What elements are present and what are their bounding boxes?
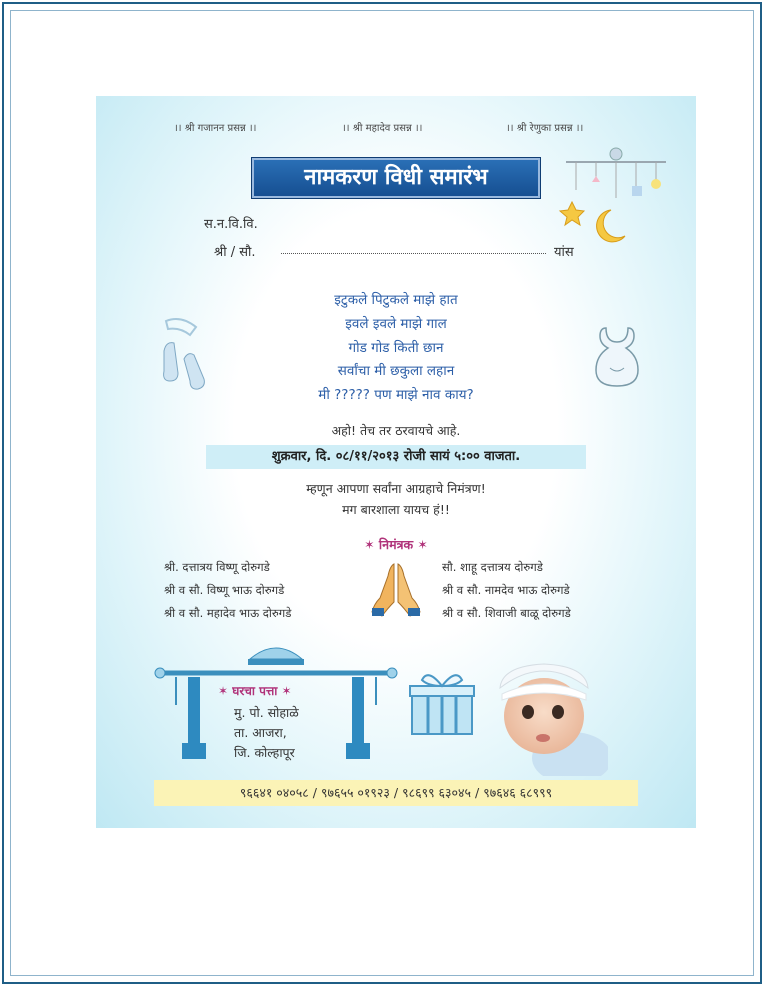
address-line-1: मु. पो. सोहाळे [234, 705, 299, 720]
host-left-2: श्री व सौ. विष्णू भाऊ दोरुगडे [164, 583, 285, 597]
invite-line-2: मग बारशाला यायच हं!! [342, 502, 450, 517]
baby-shoes-icon [156, 311, 216, 401]
intro-line: अहो! तेच तर ठरवायचे आहे. [331, 423, 461, 438]
invite-line-1: म्हणून आपणा सर्वांना आग्रहाचे निमंत्रण! [306, 481, 486, 496]
host-right-1: सौ. शाहू दत्तात्रय दोरुगडे [442, 560, 543, 574]
poem-line-4: सर्वांचा मी छकुला लहान [337, 363, 455, 379]
poem-line-5: मी ????? पण माझे नाव काय? [318, 387, 474, 403]
title-banner: नामकरण विधी समारंभ [252, 158, 540, 198]
poem-line-1: इटुकले पिटुकले माझे हात [334, 292, 458, 308]
address-line-2: ता. आजरा, [234, 725, 287, 740]
event-date-time: शुक्रवार, दि. ०८/११/२०१३ रोजी सायं ५:०० वाजता. [206, 445, 586, 469]
salutation-prefix: श्री / सौ. [214, 245, 256, 260]
name-fill-line [281, 253, 546, 254]
address-heading: ✶ घरचा पत्ता ✶ [218, 684, 292, 698]
hosts-heading: ✶ निमंत्रक ✶ [364, 537, 428, 552]
invitation-card [96, 96, 696, 828]
salutation-line1: स.न.वि.वि. [204, 217, 258, 232]
poem-line-3: गोड गोड किती छान [348, 340, 444, 356]
host-left-1: श्री. दत्तात्रय विष्णू दोरुगडे [164, 560, 270, 574]
baby-mobile-icon [556, 140, 676, 250]
poem-line-2: इवले इवले माझे गाल [345, 316, 447, 332]
salutation-suffix: यांस [554, 245, 574, 260]
blessing-left: ।। श्री गजानन प्रसन्न ।। [174, 123, 257, 134]
host-right-2: श्री व सौ. नामदेव भाऊ दोरुगडे [442, 583, 570, 597]
address-line-3: जि. कोल्हापूर [234, 745, 295, 760]
namaste-hands-icon [370, 560, 422, 618]
blessing-right: ।। श्री रेणुका प्रसन्न ।। [506, 123, 584, 134]
baby-bib-icon [592, 324, 642, 388]
host-left-3: श्री व सौ. महादेव भाऊ दोरुगडे [164, 606, 292, 620]
host-right-3: श्री व सौ. शिवाजी बाळू दोरुगडे [442, 606, 571, 620]
baby-photo [482, 658, 608, 776]
gift-box-icon [408, 668, 476, 738]
contact-phones: ९६६४१ ०४०५८ / ९७६५५ ०१९२३ / ९८६९९ ६३०४५ / ९७६४६ ६८९९९ [154, 780, 638, 806]
blessing-center: ।। श्री महादेव प्रसन्न ।। [342, 123, 423, 134]
